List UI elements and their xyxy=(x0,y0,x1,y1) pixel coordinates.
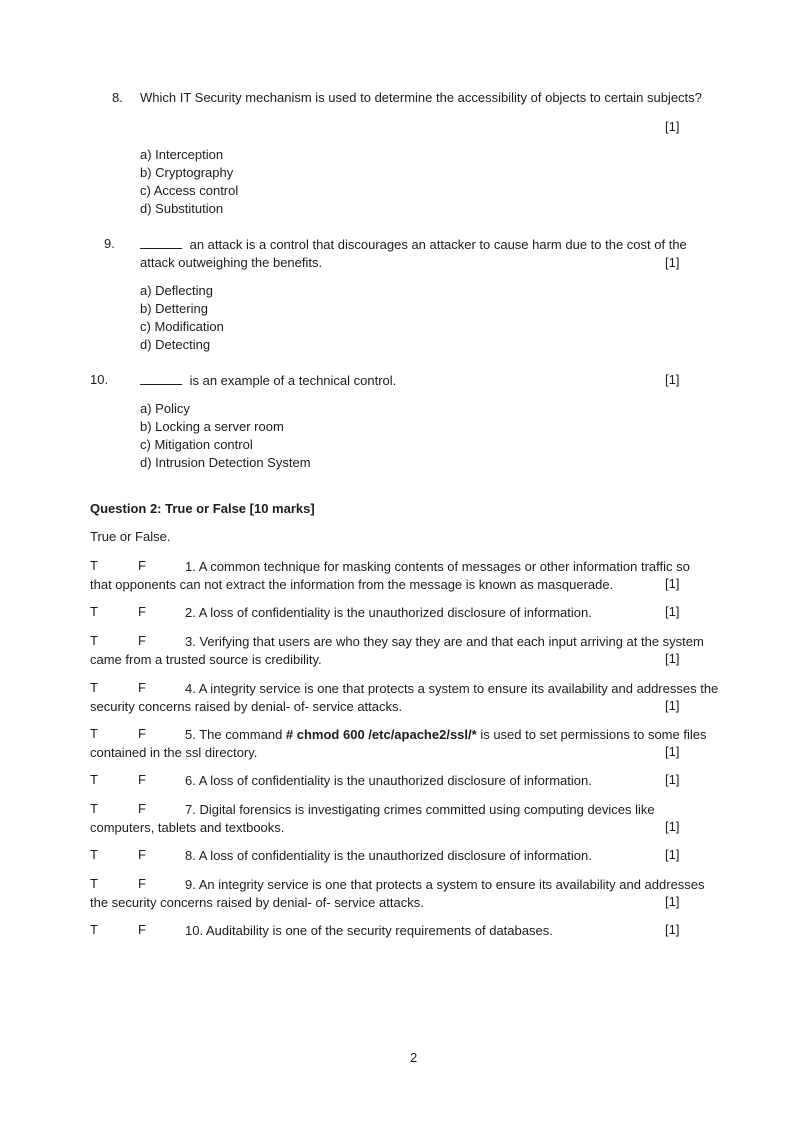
option: a) Policy xyxy=(140,401,190,416)
question-mark: [1] xyxy=(665,819,680,834)
false-option[interactable]: F xyxy=(138,726,146,741)
question-mark: [1] xyxy=(665,922,680,937)
question-mark: [1] xyxy=(665,576,680,591)
question-mark: [1] xyxy=(665,894,680,909)
question-mark: [1] xyxy=(665,372,680,387)
option: b) Dettering xyxy=(140,301,208,316)
question-mark: [1] xyxy=(665,698,680,713)
option: a) Interception xyxy=(140,147,224,162)
tf-statement: 1. A common technique for masking contents of messages or other information traffic so that opponents can not extract the information from the message is known as masquerade. xyxy=(90,559,690,592)
true-option[interactable]: T xyxy=(90,876,98,891)
question-text: an attack is a control that discourages an attacker to cause harm due to the cost of the xyxy=(140,236,687,252)
question-mark: [1] xyxy=(665,604,680,619)
tf-statement: 3. Verifying that users are who they say they are and that each input arriving at the system came from a trusted source is credibility. xyxy=(90,634,704,667)
option: d) Substitution xyxy=(140,201,224,216)
option: a) Deflecting xyxy=(140,283,213,298)
false-option[interactable]: F xyxy=(138,633,146,648)
question-number: 9. xyxy=(104,236,115,251)
false-option[interactable]: F xyxy=(138,558,146,573)
tf-statement: 10. Auditability is one of the security requirements of databases. xyxy=(185,923,553,938)
option: d) Intrusion Detection System xyxy=(140,455,311,470)
tf-statement: 5. The command # chmod 600 /etc/apache2/ssl/* is used to set permissions to some files contained in the ssl directory. xyxy=(90,727,707,760)
answer-blank xyxy=(140,236,182,249)
false-option[interactable]: F xyxy=(138,801,146,816)
question-text: Which IT Security mechanism is used to determine the accessibility of objects to certain subjects? xyxy=(140,90,702,105)
tf-statement: 8. A loss of confidentiality is the unauthorized disclosure of information. xyxy=(185,848,592,863)
tf-statement: 4. A integrity service is one that protects a system to ensure its availability and addresses the security concerns raised by denial- of- service attacks. xyxy=(90,681,719,714)
true-option[interactable]: T xyxy=(90,680,98,695)
option: b) Locking a server room xyxy=(140,419,284,434)
tf-statement: 9. An integrity service is one that protects a system to ensure its availability and addresses the security concerns raised by denial- of- service attacks. xyxy=(90,877,705,910)
page-number: 2 xyxy=(410,1050,418,1065)
question-number: 8. xyxy=(112,90,123,105)
section-heading: Question 2: True or False [10 marks] xyxy=(90,501,315,516)
option: c) Mitigation control xyxy=(140,437,253,452)
true-option[interactable]: T xyxy=(90,558,98,573)
question-mark: [1] xyxy=(665,772,680,787)
false-option[interactable]: F xyxy=(138,772,146,787)
false-option[interactable]: F xyxy=(138,922,146,937)
question-text: is an example of a technical control. xyxy=(140,372,396,388)
false-option[interactable]: F xyxy=(138,847,146,862)
question-mark: [1] xyxy=(665,119,680,134)
true-option[interactable]: T xyxy=(90,847,98,862)
true-option[interactable]: T xyxy=(90,801,98,816)
option: c) Access control xyxy=(140,183,239,198)
section-instruction: True or False. xyxy=(90,529,171,544)
true-option[interactable]: T xyxy=(90,922,98,937)
question-mark: [1] xyxy=(665,847,680,862)
answer-blank xyxy=(140,372,182,385)
false-option[interactable]: F xyxy=(138,876,146,891)
true-option[interactable]: T xyxy=(90,726,98,741)
true-option[interactable]: T xyxy=(90,604,98,619)
option: b) Cryptography xyxy=(140,165,234,180)
true-option[interactable]: T xyxy=(90,772,98,787)
question-mark: [1] xyxy=(665,744,680,759)
tf-statement: 7. Digital forensics is investigating crimes committed using computing devices like computers, tablets and textbooks. xyxy=(90,802,655,835)
question-mark: [1] xyxy=(665,255,680,270)
false-option[interactable]: F xyxy=(138,604,146,619)
question-mark: [1] xyxy=(665,651,680,666)
false-option[interactable]: F xyxy=(138,680,146,695)
option: c) Modification xyxy=(140,319,224,334)
question-number: 10. xyxy=(90,372,109,387)
command-text: # chmod 600 /etc/apache2/ssl/* xyxy=(285,727,477,742)
true-option[interactable]: T xyxy=(90,633,98,648)
option: d) Detecting xyxy=(140,337,211,352)
tf-statement: 6. A loss of confidentiality is the unauthorized disclosure of information. xyxy=(185,773,592,788)
question-text-continued: attack outweighing the benefits. xyxy=(140,255,323,270)
tf-statement: 2. A loss of confidentiality is the unauthorized disclosure of information. xyxy=(185,605,592,620)
